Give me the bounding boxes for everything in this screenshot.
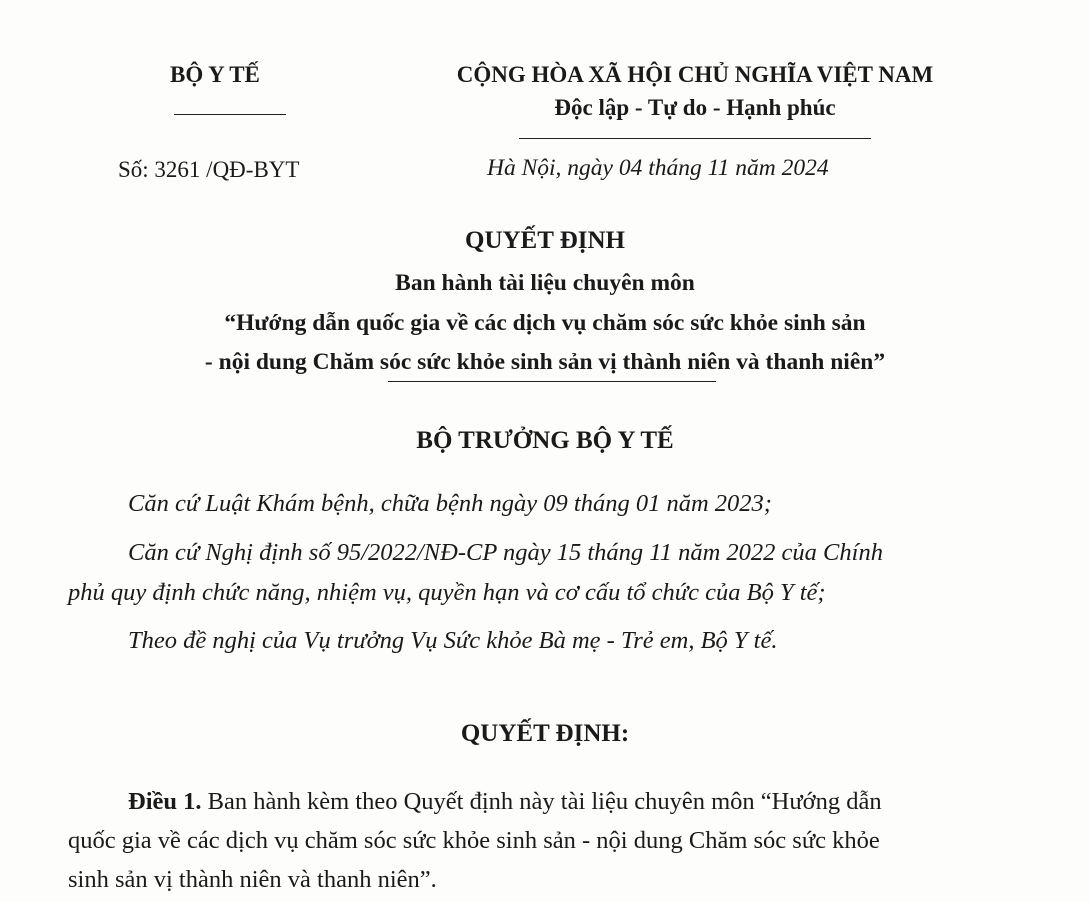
basis-law: Căn cứ Luật Khám bệnh, chữa bệnh ngày 09 tháng 01 năm 2023; <box>128 490 772 517</box>
basis-decree-line-1: Căn cứ Nghị định số 95/2022/NĐ-CP ngày 15 tháng 11 năm 2022 của Chính <box>128 539 883 566</box>
place-date: Hà Nội, ngày 04 tháng 11 năm 2024 <box>487 155 829 181</box>
article-1-label: Điều 1. <box>128 788 202 815</box>
basis-proposal: Theo đề nghị của Vụ trưởng Vụ Sức khỏe Bà mẹ - Trẻ em, Bộ Y tế. <box>128 627 778 654</box>
title-underline <box>388 381 716 382</box>
article-1-line-2: quốc gia về các dịch vụ chăm sóc sức khỏe sinh sản - nội dung Chăm sóc sức khỏe <box>68 827 880 854</box>
document-number: Số: 3261 /QĐ-BYT <box>118 157 300 182</box>
decision-heading: QUYẾT ĐỊNH: <box>460 720 630 747</box>
agency-name: BỘ Y TẾ <box>170 62 260 87</box>
article-1-line-1 <box>128 788 882 816</box>
subtitle-line-2: “Hướng dẫn quốc gia về các dịch vụ chăm sóc sức khỏe sinh sản <box>224 310 866 336</box>
motto: Độc lập - Tự do - Hạnh phúc <box>554 95 836 120</box>
authority-heading: BỘ TRƯỞNG BỘ Y TẾ <box>416 427 674 454</box>
subtitle-line-1: Ban hành tài liệu chuyên môn <box>395 270 695 296</box>
subtitle-line-3: - nội dung Chăm sóc sức khỏe sinh sản vị thành niên và thanh niên” <box>204 349 886 375</box>
nation-name: CỘNG HÒA XÃ HỘI CHỦ NGHĨA VIỆT NAM <box>456 62 934 87</box>
agency-underline <box>174 114 286 115</box>
article-1-line-3: sinh sản vị thành niên và thanh niên”. <box>68 866 437 893</box>
motto-underline <box>519 138 871 139</box>
document-title: QUYẾT ĐỊNH <box>465 227 625 254</box>
basis-decree-line-2: phủ quy định chức năng, nhiệm vụ, quyền hạn và cơ cấu tổ chức của Bộ Y tế; <box>68 579 826 606</box>
article-1-text-1: Ban hành kèm theo Quyết định này tài liệu chuyên môn “Hướng dẫn <box>201 788 882 815</box>
